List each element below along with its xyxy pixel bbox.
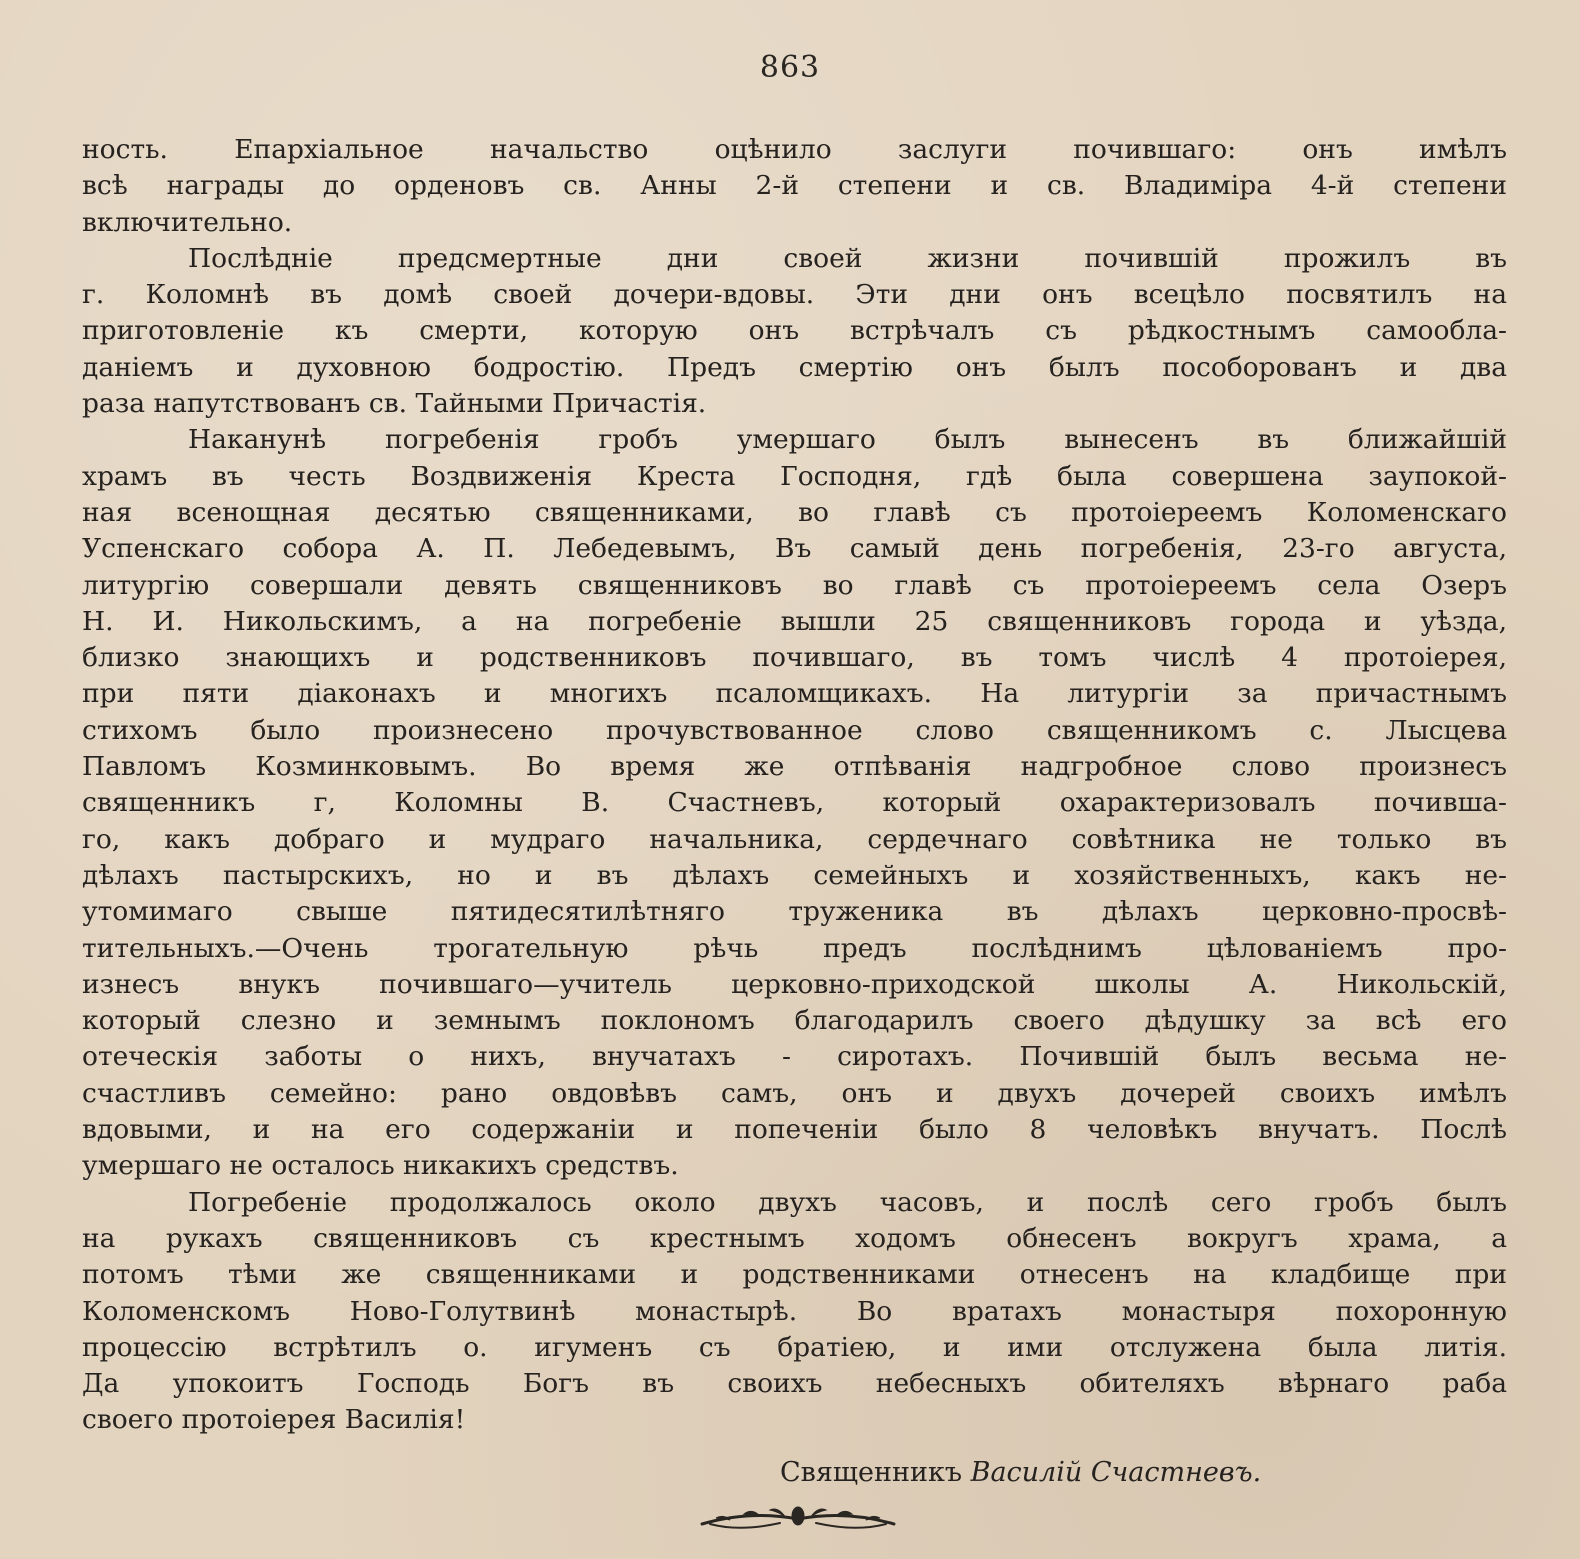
text-line: близко знающихъ и родственниковъ почившаго, въ томъ числѣ 4 протоіерея, — [82, 642, 1507, 674]
text-line: приготовленіе къ смерти, которую онъ встрѣчалъ съ рѣдкостнымъ самообла- — [82, 315, 1507, 347]
text-line: Послѣдніе предсмертные дни своей жизни почившій прожилъ въ — [188, 242, 1507, 274]
text-line: Павломъ Козминковымъ. Во время же отпѣванія надгробное слово произнесъ — [82, 751, 1507, 783]
text-line: священникъ г, Коломны В. Счастневъ, который охарактеризовалъ почивша- — [82, 787, 1507, 819]
text-line: Коломенскомъ Ново-Голутвинѣ монастырѣ. Во вратахъ монастыря похоронную — [82, 1295, 1507, 1327]
text-line: г. Коломнѣ въ домѣ своей дочери-вдовы. Эти дни онъ всецѣло посвятилъ на — [82, 279, 1507, 311]
text-line: включительно. — [82, 206, 293, 238]
text-line: процессію встрѣтилъ о. игуменъ съ братіею, и ими отслужена была литія. — [82, 1331, 1507, 1363]
text-line: Погребеніе продолжалось около двухъ часовъ, и послѣ сего гробъ былъ — [188, 1186, 1507, 1218]
text-line: всѣ награды до орденовъ св. Анны 2-й степени и св. Владиміра 4-й степени — [82, 170, 1507, 202]
vine-ornament-icon — [700, 1502, 896, 1536]
text-line: Наканунѣ погребенія гробъ умершаго былъ вынесенъ въ ближайшій — [188, 424, 1507, 456]
signature — [780, 1457, 1261, 1488]
text-line: утомимаго свыше пятидесятилѣтняго труженика въ дѣлахъ церковно-просвѣ- — [82, 896, 1507, 928]
text-line: тительныхъ.—Очень трогательную рѣчь предъ послѣднимъ цѣлованіемъ про- — [82, 932, 1507, 964]
text-line: Да упокоитъ Господь Богъ въ своихъ небесныхъ обителяхъ вѣрнаго раба — [82, 1368, 1507, 1400]
text-line: раза напутствованъ св. Тайными Причастія. — [82, 388, 707, 420]
page-number: 863 — [759, 50, 821, 85]
text-line: своего протоіерея Василія! — [82, 1404, 466, 1436]
text-line: на рукахъ священниковъ съ крестнымъ ходомъ обнесенъ вокругъ храма, а — [82, 1222, 1507, 1254]
body-text — [82, 132, 1507, 1439]
text-line: при пяти діаконахъ и многихъ псаломщикахъ. На литургіи за причастнымъ — [82, 678, 1507, 710]
text-line: изнесъ внукъ почившаго—учитель церковно-приходской школы А. Никольскій, — [82, 968, 1507, 1000]
text-line: Н. И. Никольскимъ, а на погребеніе вышли 25 священниковъ города и уѣзда, — [82, 605, 1507, 637]
text-line: счастливъ семейно: рано овдовѣвъ самъ, онъ и двухъ дочерей своихъ имѣлъ — [82, 1077, 1507, 1109]
text-line: который слезно и земнымъ поклономъ благодарилъ своего дѣдушку за всѣ его — [82, 1005, 1507, 1037]
text-line: стихомъ было произнесено прочувствованное слово священникомъ с. Лысцева — [82, 714, 1507, 746]
text-line: ность. Епархіальное начальство оцѣнило заслуги почившаго: онъ имѣлъ — [82, 134, 1507, 165]
text-line: литургію совершали девять священниковъ во главѣ съ протоіереемъ села Озеръ — [82, 569, 1507, 601]
text-line: Успенскаго собора А. П. Лебедевымъ, Въ самый день погребенія, 23-го августа, — [82, 533, 1507, 565]
text-line: храмъ въ честь Воздвиженія Креста Господня, гдѣ была совершена заупокой- — [82, 460, 1507, 492]
text-line: потомъ тѣми же священниками и родственниками отнесенъ на кладбище при — [82, 1259, 1507, 1291]
signature-name: Василій Счастневъ. — [970, 1457, 1262, 1488]
text-line: ная всенощная десятью священниками, во главѣ съ протоіереемъ Коломенскаго — [82, 496, 1507, 528]
text-line: отеческія заботы о нихъ, внучатахъ - сиротахъ. Почившій былъ весьма не- — [82, 1041, 1507, 1073]
text-line: даніемъ и духовною бодростію. Предъ смертію онъ былъ пособорованъ и два — [82, 351, 1507, 383]
text-line: вдовыми, и на его содержаніи и попеченіи было 8 человѣкъ внучатъ. Послѣ — [82, 1114, 1507, 1146]
text-line: дѣлахъ пастырскихъ, но и въ дѣлахъ семейныхъ и хозяйственныхъ, какъ не- — [82, 859, 1507, 891]
signature-title: Священникъ — [780, 1457, 963, 1488]
text-line: умершаго не осталось никакихъ средствъ. — [82, 1150, 679, 1182]
text-line: го, какъ добраго и мудраго начальника, сердечнаго совѣтника не только въ — [82, 823, 1507, 855]
